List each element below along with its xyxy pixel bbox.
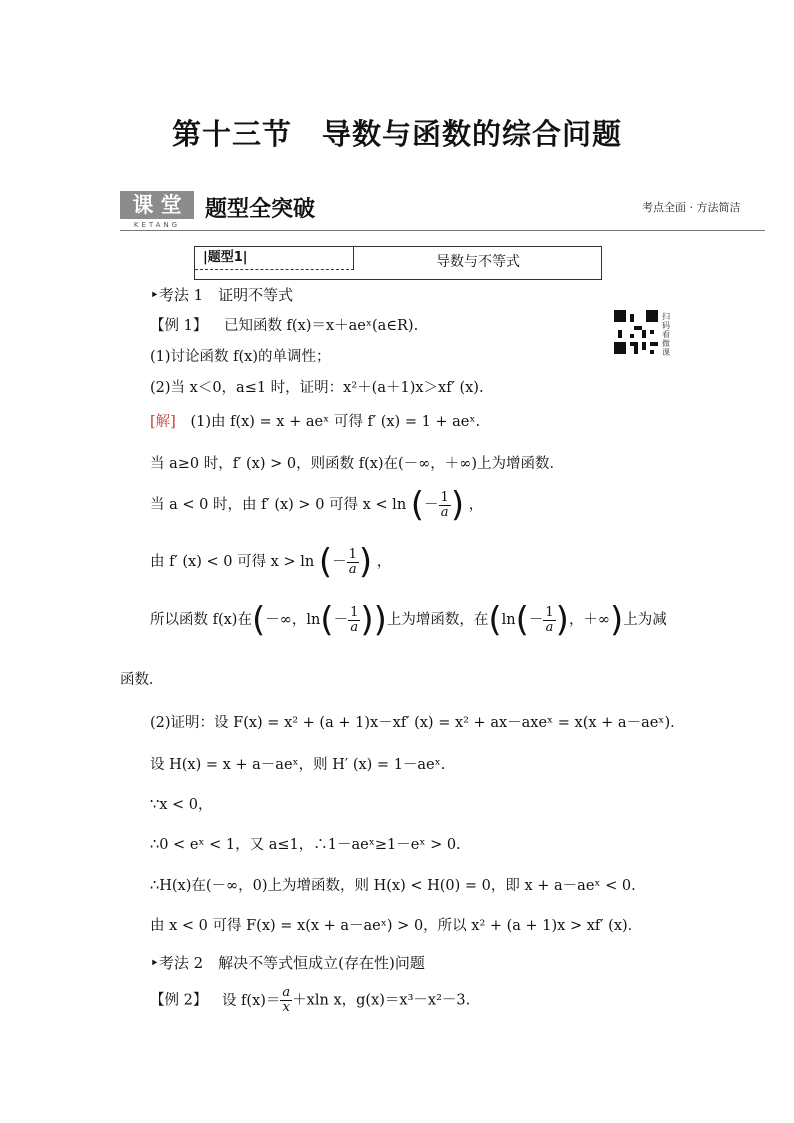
problem-type-box (194, 246, 602, 280)
qr-caption: 扫码看微课 (662, 312, 670, 357)
fraction-one-over-a (347, 548, 359, 577)
example-1-text: 已知函数 f(x)＝x＋aeˣ(a∈R). (223, 318, 419, 334)
proof-line-6: 由 x < 0 可得 F(x) = x(x + a－aeˣ) > 0，所以 x² + (a + 1)x > xf′ (x)． (150, 918, 643, 934)
page-title: 第十三节 导数与函数的综合问题 (171, 117, 622, 151)
problem-type-tag: |题型1| (195, 247, 354, 270)
fraction-denominator: a (350, 619, 359, 635)
minus-sign: － (332, 554, 347, 570)
method-1-heading: ‣考法 1 证明不等式 (150, 286, 294, 304)
problem-type-name: 导数与不等式 (436, 254, 520, 270)
minus-sign: － (333, 612, 349, 628)
method-2-heading: ‣考法 2 解决不等式恒成立(存在性)问题 (150, 954, 425, 972)
proof-line-3: ∵x < 0， (150, 797, 213, 813)
fraction-numerator: 1 (440, 489, 449, 505)
fraction-a-over-x (280, 986, 292, 1015)
solution-text-1: (1)由 f(x) = x + aeˣ 可得 f′ (x) = 1 + aeˣ. (190, 414, 481, 430)
example-2-statement (150, 986, 470, 1015)
solution-line-4-text: 由 f′ (x) < 0 可得 x > ln (150, 554, 315, 570)
minus-sign: － (424, 497, 439, 513)
solution-line-5-b: －∞，ln (265, 612, 321, 628)
solution-line-5-f: 上为减 (623, 612, 667, 628)
proof-line-5: ∴H(x)在(－∞，0)上为增函数，则 H(x) < H(0) = 0，即 x + a－aeˣ < 0. (150, 878, 636, 894)
fraction-denominator: x (282, 1000, 290, 1015)
fraction-numerator: 1 (350, 604, 359, 620)
solution-line-3-text: 当 a < 0 时，由 f′ (x) > 0 可得 x < ln (150, 497, 407, 513)
solution-line-5-e: ，＋∞ (568, 612, 611, 628)
solution-line-5: 所以函数 f(x)在(－∞，ln(－ $\frac{1}{a}$ ))上为增函数，在(ln(－ $\frac{1}{a}$ )，＋∞)上为减 (150, 600, 667, 640)
solution-line-5-d: ln (501, 612, 516, 628)
fraction-one-over-a (543, 606, 555, 635)
qr-code-icon[interactable] (614, 310, 658, 354)
solution-line-3: 当 a < 0 时，由 f′ (x) > 0 可得 x < ln (－ $\frac{1}{a}$ ) ， (150, 485, 484, 525)
section-badge-subtitle: KETANG (133, 221, 181, 229)
solution-line-1 (150, 410, 480, 431)
proof-line-4: ∴0 < eˣ < 1，又 a≤1，∴1－aeˣ≥1－eˣ > 0. (150, 837, 461, 853)
solution-line-4-end: ， (376, 554, 392, 570)
section-divider (120, 230, 765, 231)
fraction-numerator: 1 (348, 546, 357, 562)
fraction-denominator: a (545, 619, 554, 635)
solution-line-5-c: 上为增函数，在 (386, 612, 489, 628)
solution-tag: [解] (150, 414, 176, 430)
proof-line-1: (2)证明：设 F(x) = x² + (a + 1)x－xf′ (x) = x² + ax－axeˣ = x(x + a－aeˣ)． (150, 715, 685, 731)
solution-line-2: 当 a≥0 时，f′ (x) > 0，则函数 f(x)在(－∞，＋∞)上为增函数． (150, 456, 565, 472)
fraction-denominator: a (348, 561, 357, 577)
example-1-statement (150, 314, 418, 335)
example-2-text-a: 设 f(x)＝ (221, 992, 281, 1009)
example-2-text-b: ＋xln x，g(x)＝x³－x²－3. (292, 992, 471, 1009)
fraction-one-over-a (439, 491, 451, 520)
solution-line-4: 由 f′ (x) < 0 可得 x > ln (－ $\frac{1}{a}$ ) ， (150, 542, 392, 582)
fraction-numerator: 1 (545, 604, 554, 620)
solution-line-5-a: 所以函数 f(x)在 (150, 612, 252, 628)
solution-line-6: 函数． (120, 672, 164, 688)
proof-line-2: 设 H(x) = x + a－aeˣ，则 H′ (x) = 1－aeˣ. (150, 757, 446, 773)
section-heading: 题型全突破 (205, 197, 316, 222)
section-tagline: 考点全面 · 方法简洁 (642, 201, 741, 214)
example-1-label: 【例 1】 (150, 318, 208, 334)
fraction-one-over-a (348, 606, 360, 635)
fraction-denominator: a (440, 504, 449, 520)
example-1-part-1: (1)讨论函数 f(x)的单调性； (150, 349, 331, 365)
fraction-numerator: a (282, 985, 291, 1000)
minus-sign: － (528, 612, 544, 628)
solution-line-3-end: ， (468, 497, 484, 513)
section-badge: 课 堂 (120, 191, 194, 219)
example-1-part-2: (2)当 x＜0，a≤1 时，证明：x²＋(a＋1)x＞xf′ (x). (150, 380, 484, 396)
example-2-label: 【例 2】 (150, 992, 208, 1009)
